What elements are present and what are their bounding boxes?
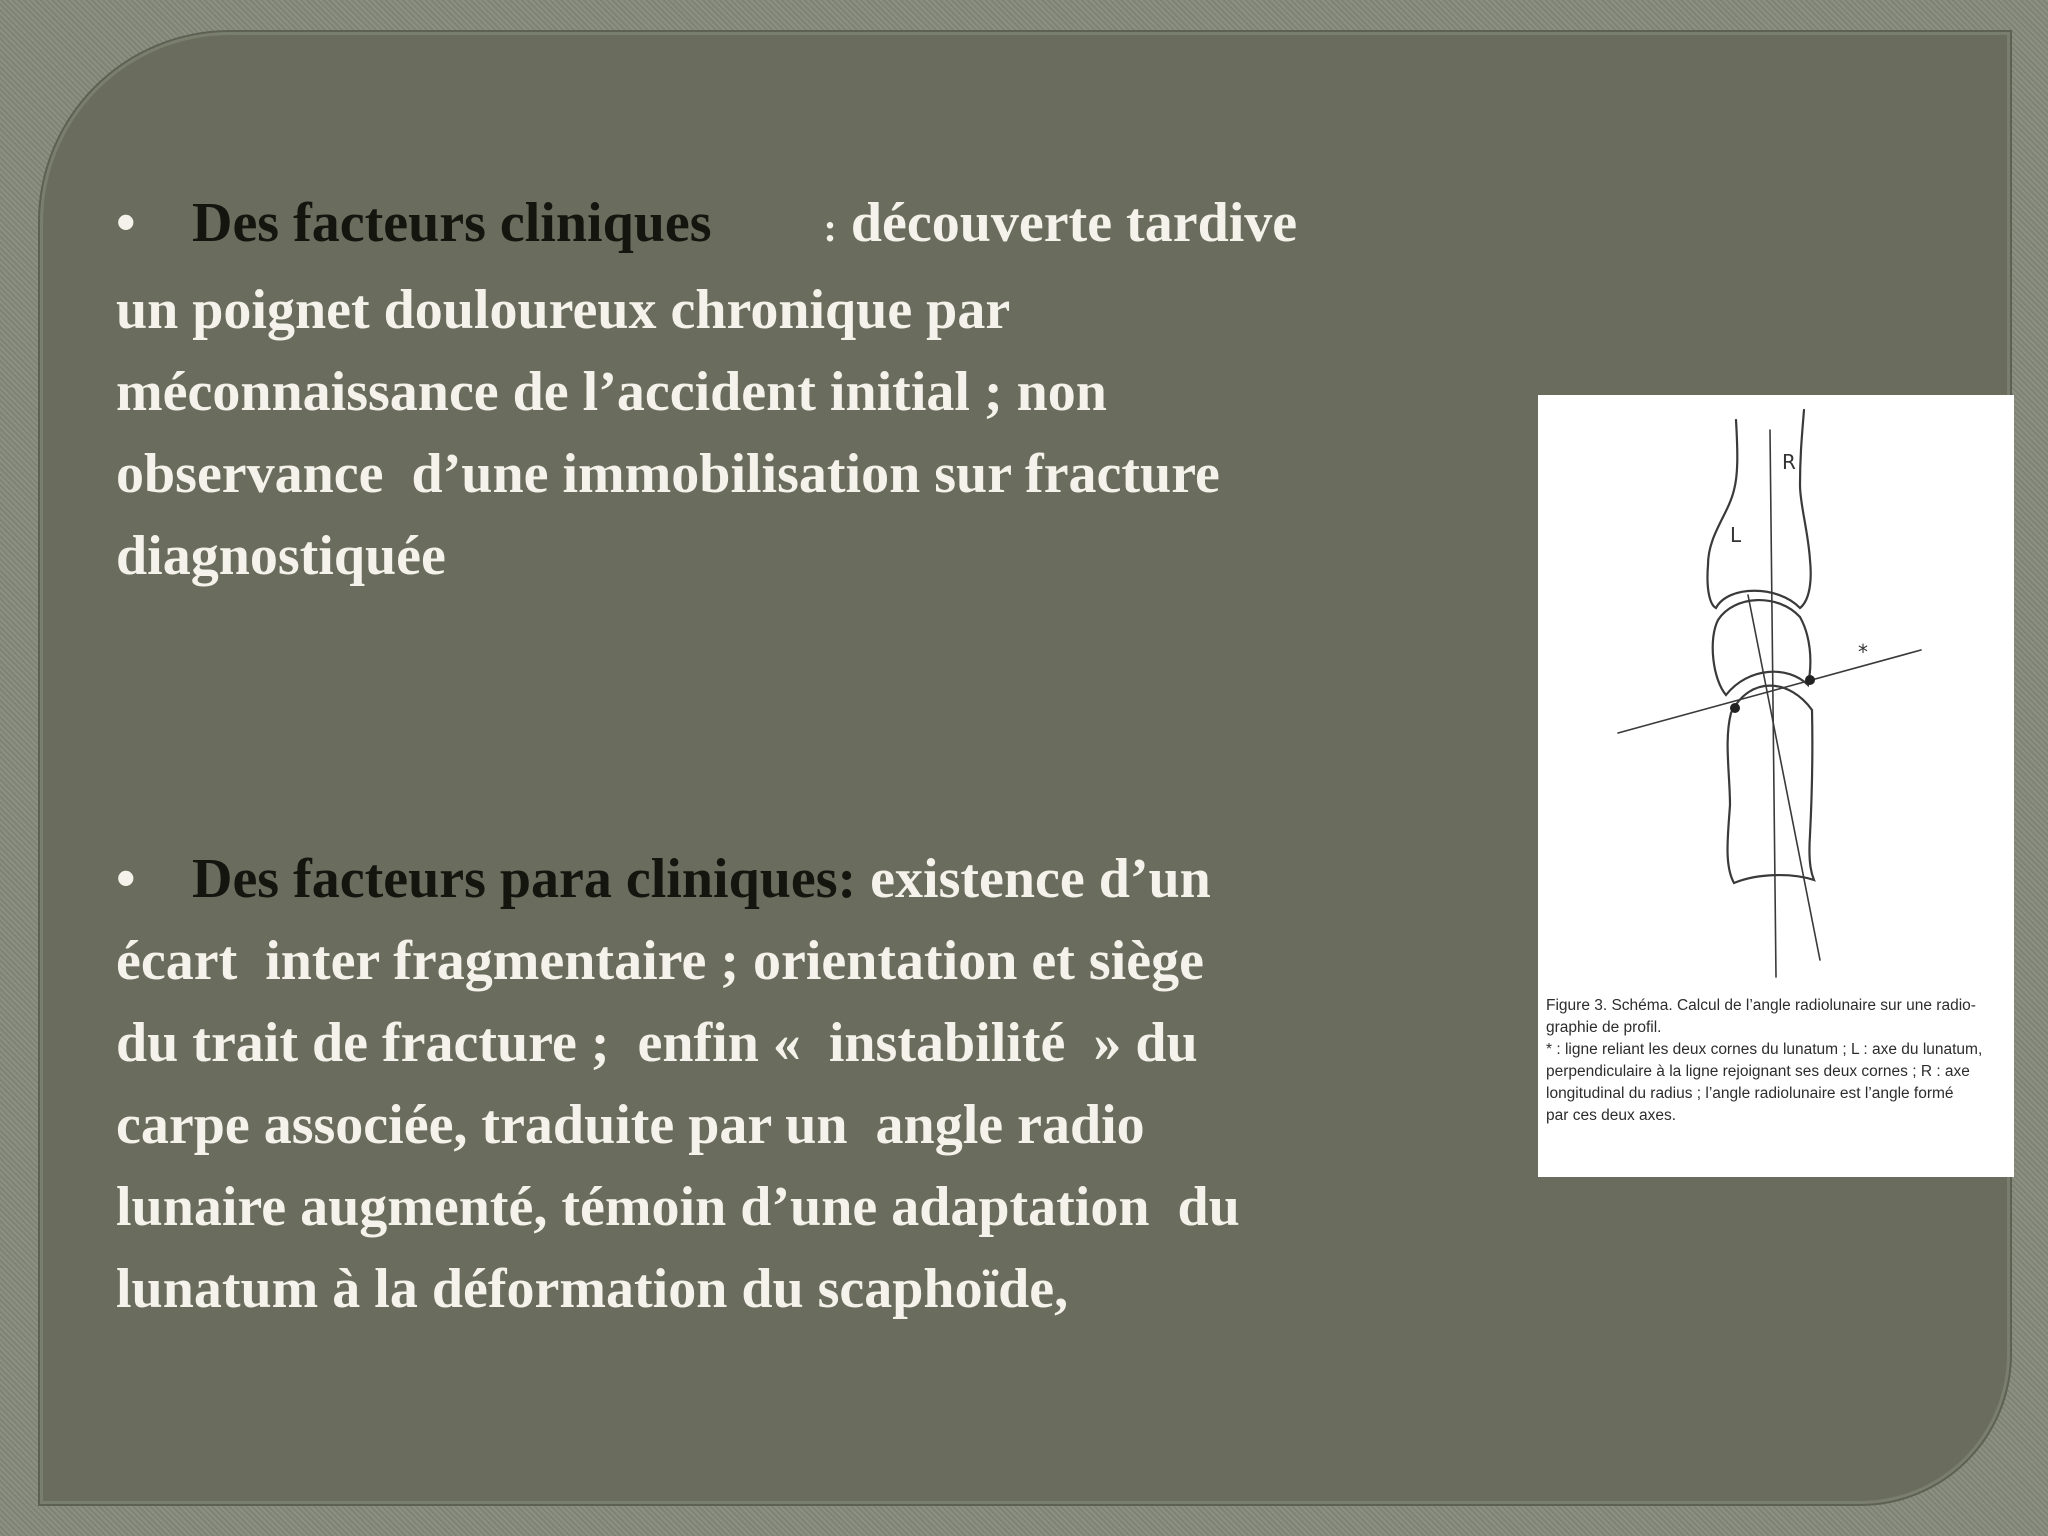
radius-outline — [1728, 686, 1815, 883]
paragraph-line: écart inter fragmentaire ; orientation et siège — [116, 930, 1204, 992]
paragraph-line: du trait de fracture ; enfin « instabilité » du — [116, 1012, 1198, 1074]
paragraph-line: observance d’une immobilisation sur fracture — [116, 443, 1220, 505]
lunate-axis-label: L — [1730, 523, 1742, 547]
caption-line: graphie de profil. — [1546, 1019, 1662, 1036]
term-colon: : — [823, 205, 837, 250]
lunate-horn-dot — [1730, 703, 1740, 713]
paragraph-line: lunaire augmenté, témoin d’une adaptation du — [116, 1176, 1240, 1238]
bullet-paragraph-paraclinical — [116, 838, 1566, 1330]
paragraph-line: diagnostiquée — [116, 525, 446, 587]
radiolunate-angle-figure — [1538, 395, 2014, 1177]
paraclinical-factors-term: Des facteurs para cliniques — [192, 848, 838, 910]
radius-axis-line — [1770, 430, 1776, 977]
caption-line: * : ligne reliant les deux cornes du lunatum ; L : axe du lunatum, — [1546, 1041, 1983, 1058]
paragraph-text: découverte tardive — [850, 192, 1298, 254]
caption-line: longitudinal du radius ; l’angle radiolunaire est l’angle formé — [1546, 1085, 1954, 1102]
paragraph-line: carpe associée, traduite par un angle radio — [116, 1094, 1145, 1156]
capitate-outline — [1707, 410, 1810, 608]
lunate-horns-line — [1618, 650, 1921, 733]
lunate-outline — [1713, 600, 1811, 695]
bullet-marker: • — [116, 848, 136, 910]
paragraph-line: méconnaissance de l’accident initial ; non — [116, 361, 1107, 423]
paragraph-line: lunatum à la déformation du scaphoïde, — [116, 1258, 1069, 1320]
caption-line: Figure 3. Schéma. Calcul de l’angle radiolunaire sur une radio- — [1546, 997, 1976, 1014]
caption-line: par ces deux axes. — [1546, 1107, 1677, 1124]
paragraph-line — [116, 838, 1566, 920]
caption-line: perpendiculaire à la ligne rejoignant ses deux cornes ; R : axe — [1546, 1063, 1970, 1080]
wrist-schema-drawing — [1538, 395, 2014, 995]
paragraph-line: un poignet douloureux chronique par — [116, 279, 1011, 341]
radius-axis-label: R — [1782, 450, 1796, 474]
paragraph-text: existence d’un — [870, 848, 1211, 910]
term-colon: : — [837, 848, 857, 910]
paragraph-line — [116, 182, 1566, 269]
figure-caption — [1546, 995, 2008, 1127]
bullet-paragraph-clinical — [116, 182, 1566, 597]
horns-line-label: * — [1858, 640, 1868, 664]
bullet-marker: • — [116, 192, 136, 254]
clinical-factors-term: Des facteurs cliniques — [192, 192, 712, 254]
lunate-horn-dot — [1805, 675, 1815, 685]
